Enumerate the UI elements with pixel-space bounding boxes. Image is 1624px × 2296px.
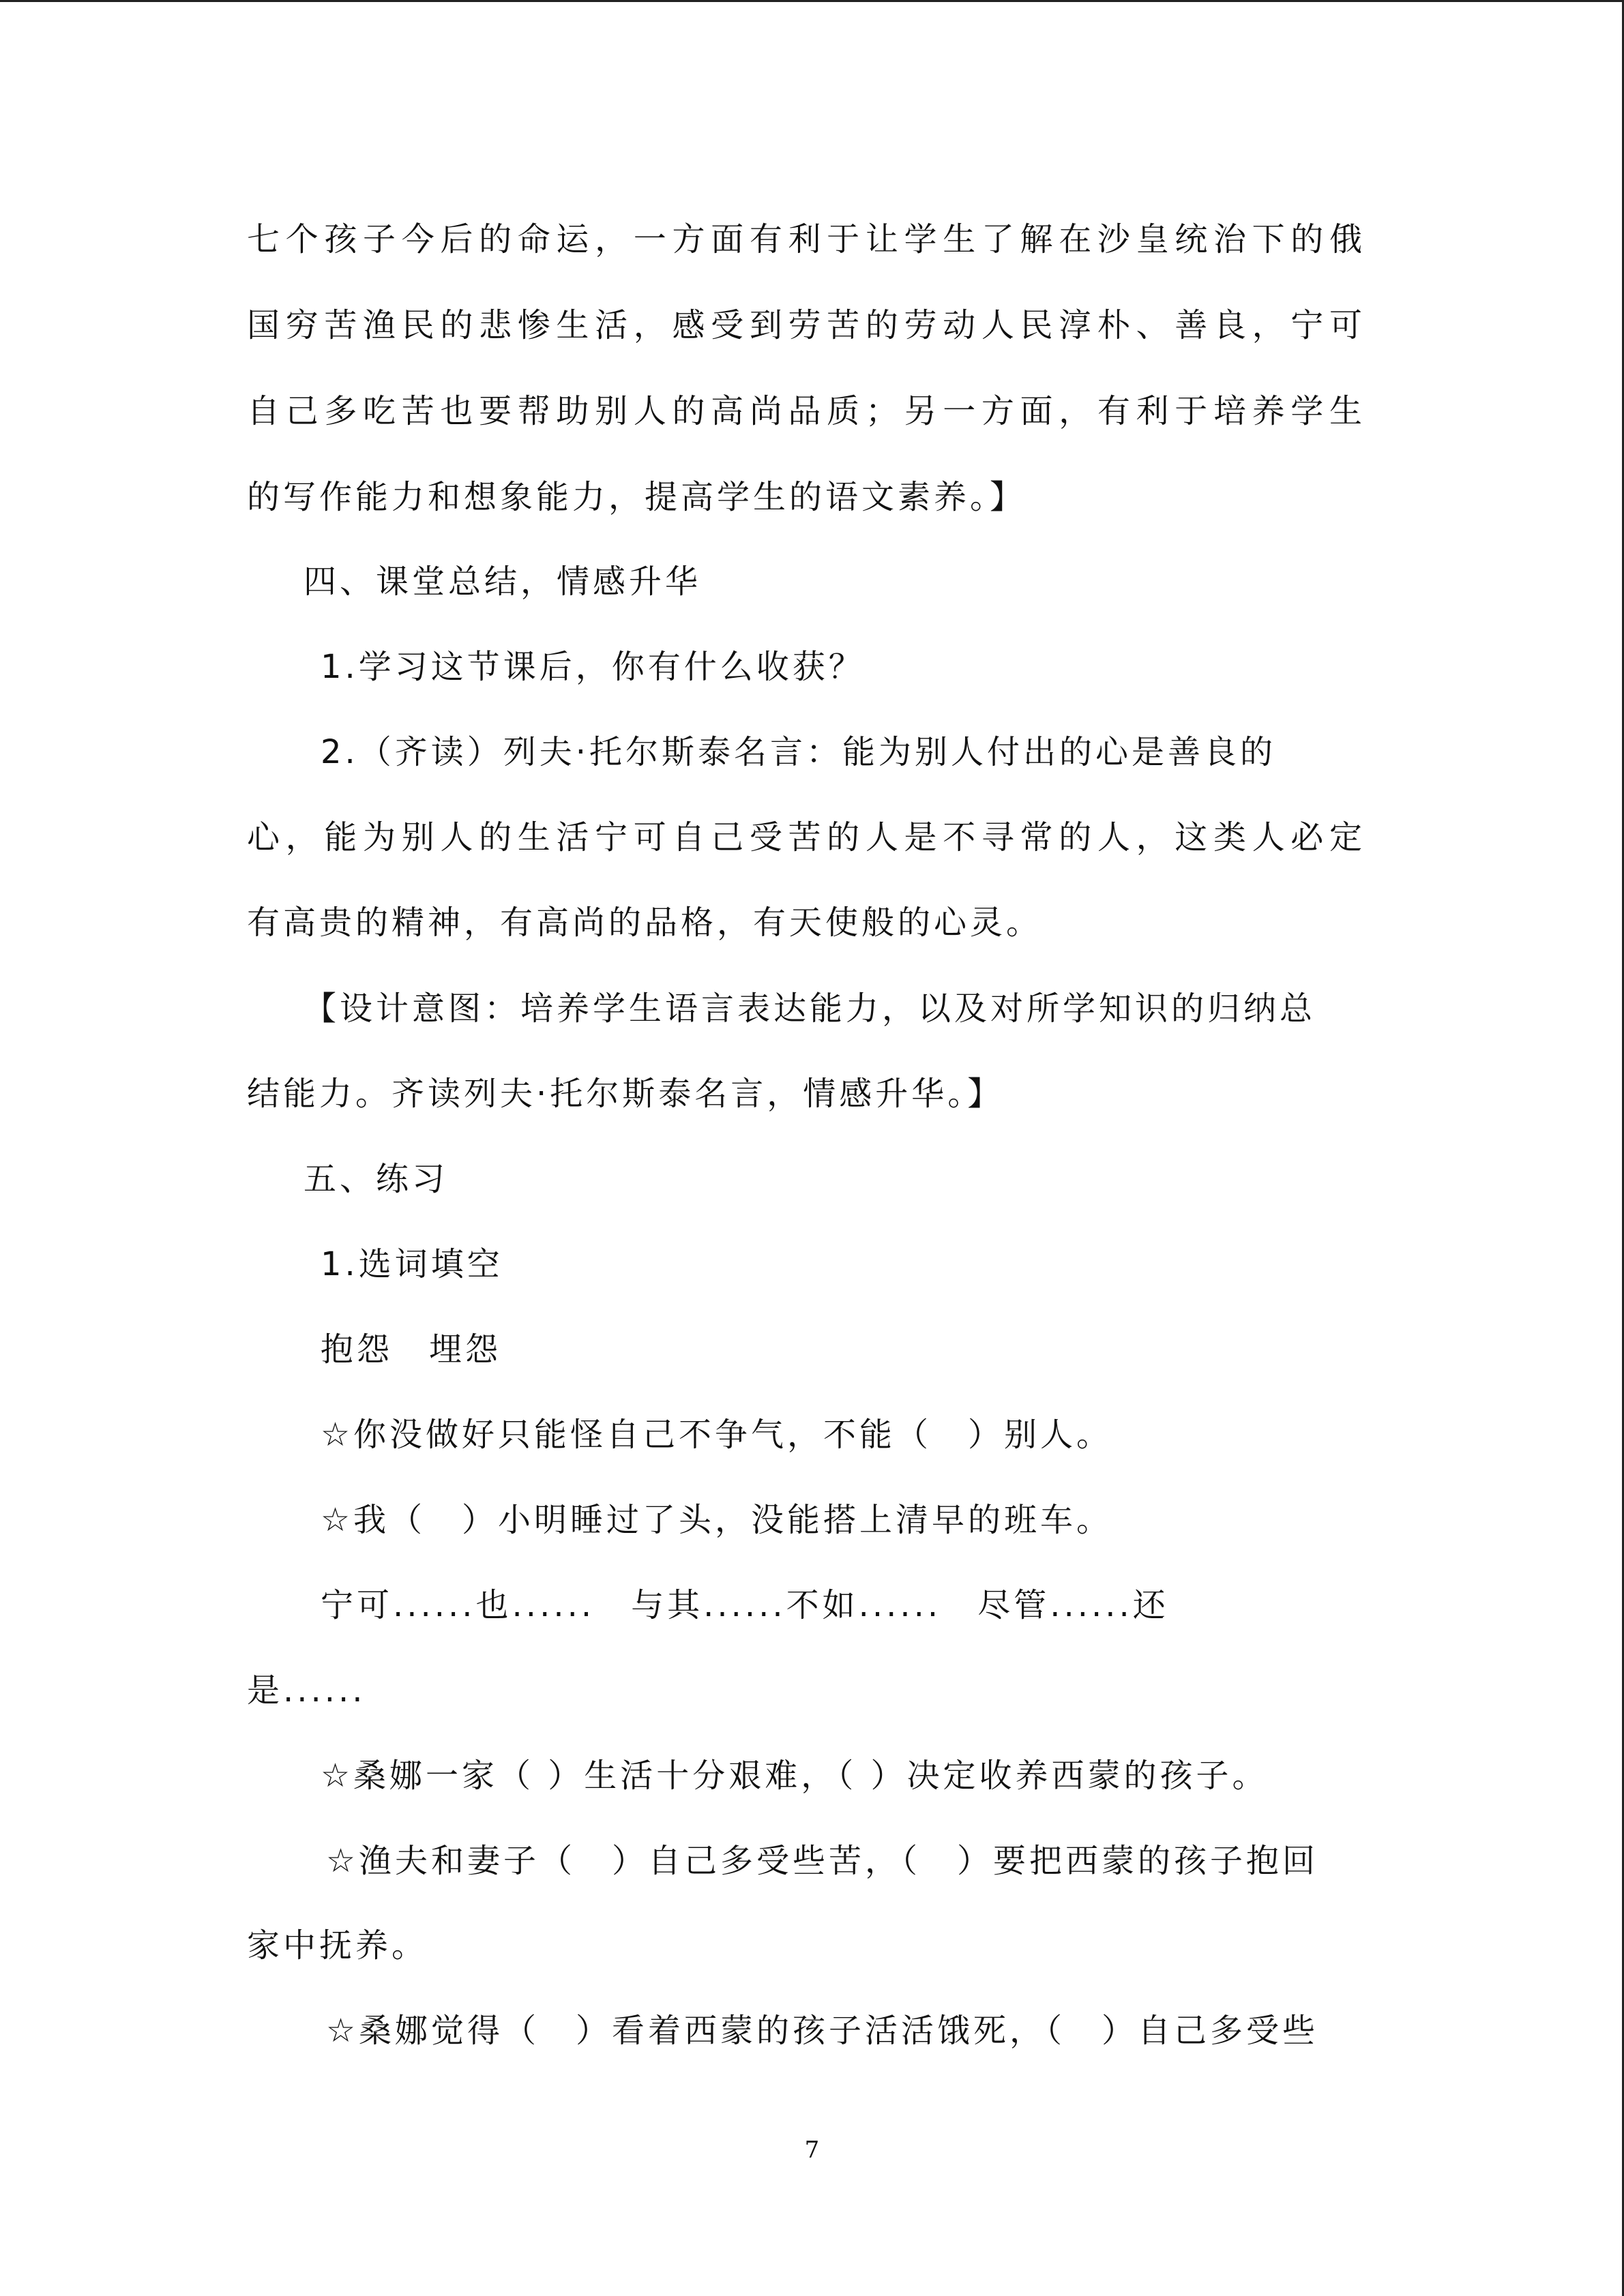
text-line-4: 的写作能力和想象能力，提高学生的语文素养。】 <box>247 478 1027 516</box>
text-line-1: 七个孩子今后的命运，一方面有利于让学生了解在沙皇统治下的俄 <box>247 220 1365 258</box>
text-line-2: 国穷苦渔民的悲惨生活，感受到劳苦的劳动人民淳朴、善良，宁可 <box>247 306 1365 344</box>
text-line-14: 抱怨 埋怨 <box>321 1330 502 1369</box>
section-heading-five: 五、练习 <box>304 1160 449 1198</box>
text-line-10: 【设计意图：培养学生语言表达能力，以及对所学知识的归纳总 <box>304 989 1316 1028</box>
text-line-22: ☆桑娜觉得（ ）看着西蒙的孩子活活饿死，（ ）自己多受些 <box>326 2012 1319 2050</box>
text-line-20: ☆渔夫和妻子（ ）自己多受些苦，（ ）要把西蒙的孩子抱回 <box>326 1842 1319 1880</box>
text-line-19: ☆桑娜一家（ ）生活十分艰难，（ ）决定收养西蒙的孩子。 <box>321 1757 1269 1795</box>
text-line-9: 有高贵的精神，有高尚的品格，有天使般的心灵。 <box>247 904 1043 942</box>
text-line-3: 自己多吃苦也要帮助别人的高尚品质；另一方面，有利于培养学生 <box>247 392 1365 430</box>
text-line-15: ☆你没做好只能怪自己不争气，不能（ ）别人。 <box>321 1416 1113 1454</box>
text-line-11: 结能力。齐读列夫·托尔斯泰名言，情感升华。】 <box>247 1075 1004 1113</box>
text-line-6: 1.学习这节课后，你有什么收获？ <box>321 648 865 686</box>
text-line-16: ☆我（ ）小明睡过了头，没能搭上清早的班车。 <box>321 1501 1113 1539</box>
text-line-13: 1.选词填空 <box>321 1245 503 1283</box>
text-line-18: 是...... <box>247 1671 366 1710</box>
text-line-17: 宁可......也...... 与其......不如...... 尽管......还 <box>321 1586 1169 1624</box>
section-heading-four: 四、课堂总结，情感升华 <box>304 563 702 601</box>
text-line-8: 心，能为别人的生活宁可自己受苦的人是不寻常的人，这类人必定 <box>247 818 1365 856</box>
page-number: 7 <box>804 2136 820 2164</box>
text-line-21: 家中抚养。 <box>247 1926 428 1965</box>
text-line-7: 2.（齐读）列夫·托尔斯泰名言：能为别人付出的心是善良的 <box>321 733 1277 771</box>
